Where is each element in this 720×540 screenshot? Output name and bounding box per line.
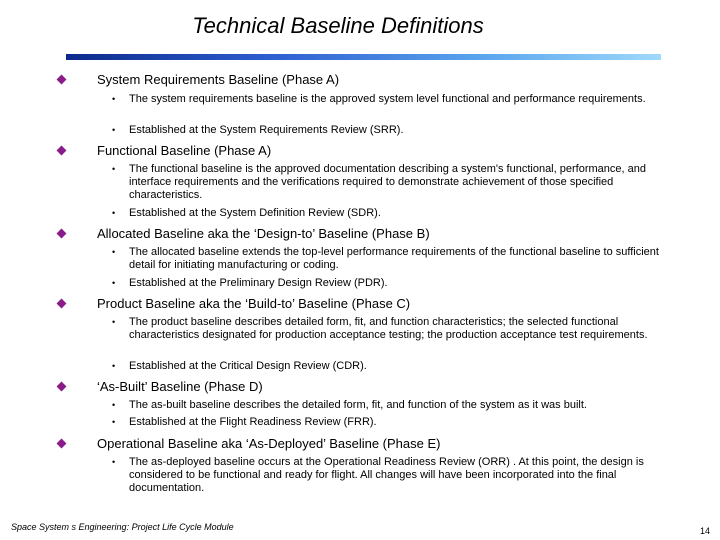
page-title: Technical Baseline Definitions [192, 13, 484, 38]
bullet-text: The functional baseline is the approved documentation describing a system's functional, performance, and interface requirements and the verifications required to demonstrate achievement of those specified characteristics. [129, 163, 646, 201]
bullet-text: Established at the Flight Readiness Review (FRR). [129, 416, 377, 428]
diamond-bullet-icon [57, 382, 67, 392]
dot-bullet-icon: • [112, 278, 116, 288]
section-heading: Operational Baseline aka ‘As-Deployed’ Baseline (Phase E) [97, 436, 441, 451]
bullet-text: Established at the System Definition Review (SDR). [129, 207, 381, 219]
dot-bullet-icon: • [112, 247, 116, 257]
section-heading: Allocated Baseline aka the ‘Design-to’ Baseline (Phase B) [97, 226, 430, 241]
diamond-bullet-icon [57, 439, 67, 449]
diamond-bullet-icon [57, 299, 67, 309]
footer-course-name: Space System s Engineering: Project Life Cycle Module [11, 522, 234, 532]
diamond-bullet-icon [57, 229, 67, 239]
bullet-text: The allocated baseline extends the top-level performance requirements of the functional baseline to sufficient detail for initiating manufacturing or coding. [129, 246, 659, 271]
title-underline [66, 54, 661, 60]
dot-bullet-icon: • [112, 361, 116, 371]
dot-bullet-icon: • [112, 457, 116, 467]
footer-page-number: 14 [700, 526, 711, 536]
dot-bullet-icon: • [112, 94, 116, 104]
bullet-text: Established at the Critical Design Review (CDR). [129, 360, 367, 372]
bullet-text: The product baseline describes detailed form, fit, and function characteristics; the selected functional characteristics designated for production acceptance testing; the production acceptance test requirements. [129, 316, 648, 341]
dot-bullet-icon: • [112, 417, 116, 427]
diamond-bullet-icon [57, 146, 67, 156]
section-heading: ‘As-Built’ Baseline (Phase D) [97, 379, 263, 394]
diamond-bullet-icon [57, 75, 67, 85]
bullet-text: The as-deployed baseline occurs at the Operational Readiness Review (ORR) . At this point, the design is considered to be functional and ready for flight. All changes will have been incorporated into the final documentation. [129, 456, 644, 494]
bullet-text: The as-built baseline describes the detailed form, fit, and function of the system as it was built. [129, 399, 587, 411]
dot-bullet-icon: • [112, 317, 116, 327]
section-heading: System Requirements Baseline (Phase A) [97, 72, 340, 87]
dot-bullet-icon: • [112, 400, 116, 410]
dot-bullet-icon: • [112, 208, 116, 218]
section-heading: Product Baseline aka the ‘Build-to’ Baseline (Phase C) [97, 296, 411, 311]
bullet-text: The system requirements baseline is the approved system level functional and performance requirements. [129, 93, 646, 105]
section-heading: Functional Baseline (Phase A) [97, 143, 272, 158]
dot-bullet-icon: • [112, 125, 116, 135]
bullet-text: Established at the Preliminary Design Review (PDR). [129, 277, 388, 289]
dot-bullet-icon: • [112, 164, 116, 174]
bullet-text: Established at the System Requirements Review (SRR). [129, 124, 404, 136]
